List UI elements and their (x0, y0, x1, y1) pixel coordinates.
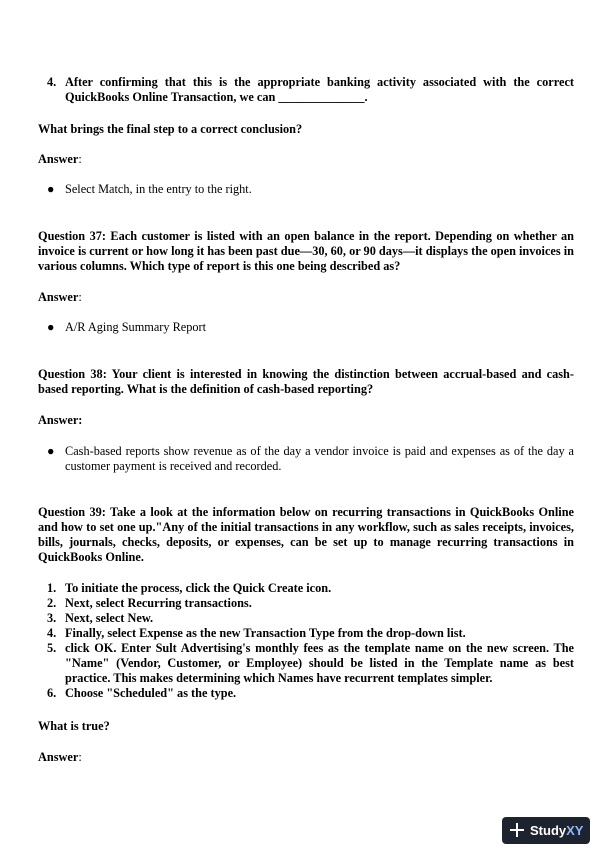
step-number: 2. (47, 596, 57, 610)
brand-main: Study (530, 823, 567, 838)
step-text: Next, select Recurring transactions. (65, 596, 252, 610)
answer-label-colon: : (78, 152, 82, 166)
step-text: To initiate the process, click the Quick Create icon. (65, 581, 332, 595)
q36-step-4 (38, 75, 574, 105)
answer-label-text: Answer (38, 152, 79, 166)
q39-step-4 (38, 626, 574, 641)
step-number: 6. (47, 686, 57, 700)
q39-step-2 (38, 596, 574, 611)
step-number: 5. (47, 641, 57, 655)
step-number: 4. (47, 626, 57, 640)
q38-question: Question 38: Your client is interested in knowing the distinction between accrual-based and cash-based reporting. What is the definition of cash-based reporting? (38, 367, 574, 396)
studyxy-logo-text (530, 817, 583, 844)
q39-step-3 (38, 611, 574, 626)
q38-answer-text: Cash-based reports show revenue as of the day a vendor invoice is paid and expenses as of the day a customer payment is received and recorded. (65, 444, 574, 473)
step-number: 3. (47, 611, 57, 625)
q39-prompt: What is true? (38, 719, 110, 733)
q36-answer-text: Select Match, in the entry to the right. (65, 182, 252, 196)
bullet-dot: ● (47, 320, 55, 334)
q38-answer-bullet (38, 444, 574, 474)
step-text: click OK. Enter Sult Advertising's monthly fees as the template name on the new screen. The "Name" (Vendor, Customer, or Employee) should be listed in the Template name as best practice. This makes determining which Names have recurrent templates simpler. (65, 641, 574, 685)
step-text: After confirming that this is the appropriate banking activity associated with the correct QuickBooks Online Transaction, we can ______________. (65, 75, 574, 104)
step-number: 1. (47, 581, 57, 595)
step-text: Finally, select Expense as the new Transaction Type from the drop-down list. (65, 626, 466, 640)
q36-answer-label (38, 152, 574, 167)
answer-label-colon: : (78, 290, 82, 304)
q37-answer-text: A/R Aging Summary Report (65, 320, 207, 334)
q36-steps-list (38, 75, 574, 105)
q39-steps-list (38, 581, 574, 701)
q39-question: Question 39: Take a look at the information below on recurring transactions in QuickBooks Online and how to set one up."Any of the initial transactions in any workflow, such as sales receipts, invoices, bills, journals, checks, deposits, or expenses, can be set up to manage recurring transactions in QuickBooks Online. (38, 505, 574, 564)
q39-answer-label (38, 750, 574, 765)
bullet-dot: ● (47, 182, 55, 196)
q36-answer-bullet (38, 182, 574, 197)
bullet-dot: ● (47, 444, 55, 458)
answer-label-colon: : (78, 750, 82, 764)
q36-prompt: What brings the final step to a correct conclusion? (38, 122, 303, 136)
brand-accent: XY (566, 823, 584, 838)
step-number: 4. (47, 75, 57, 89)
q39-step-5 (38, 641, 574, 686)
q38-answer-label: Answer: (38, 413, 83, 427)
answer-label-text: Answer (38, 290, 79, 304)
q39-step-6 (38, 686, 574, 701)
answer-label-text: Answer (38, 750, 79, 764)
studyxy-badge[interactable] (502, 817, 590, 844)
step-text: Choose "Scheduled" as the type. (65, 686, 237, 700)
step-text: Next, select New. (65, 611, 154, 625)
q37-answer-label (38, 290, 574, 305)
q39-step-1 (38, 581, 574, 596)
q37-question: Question 37: Each customer is listed with an open balance in the report. Depending on whether an invoice is current or how long it has been past due—30, 60, or 90 days—it displays the open invoices in various columns. Which type of report is this one being described as? (38, 229, 574, 273)
plus-icon (510, 823, 524, 837)
q37-answer-bullet (38, 320, 574, 335)
